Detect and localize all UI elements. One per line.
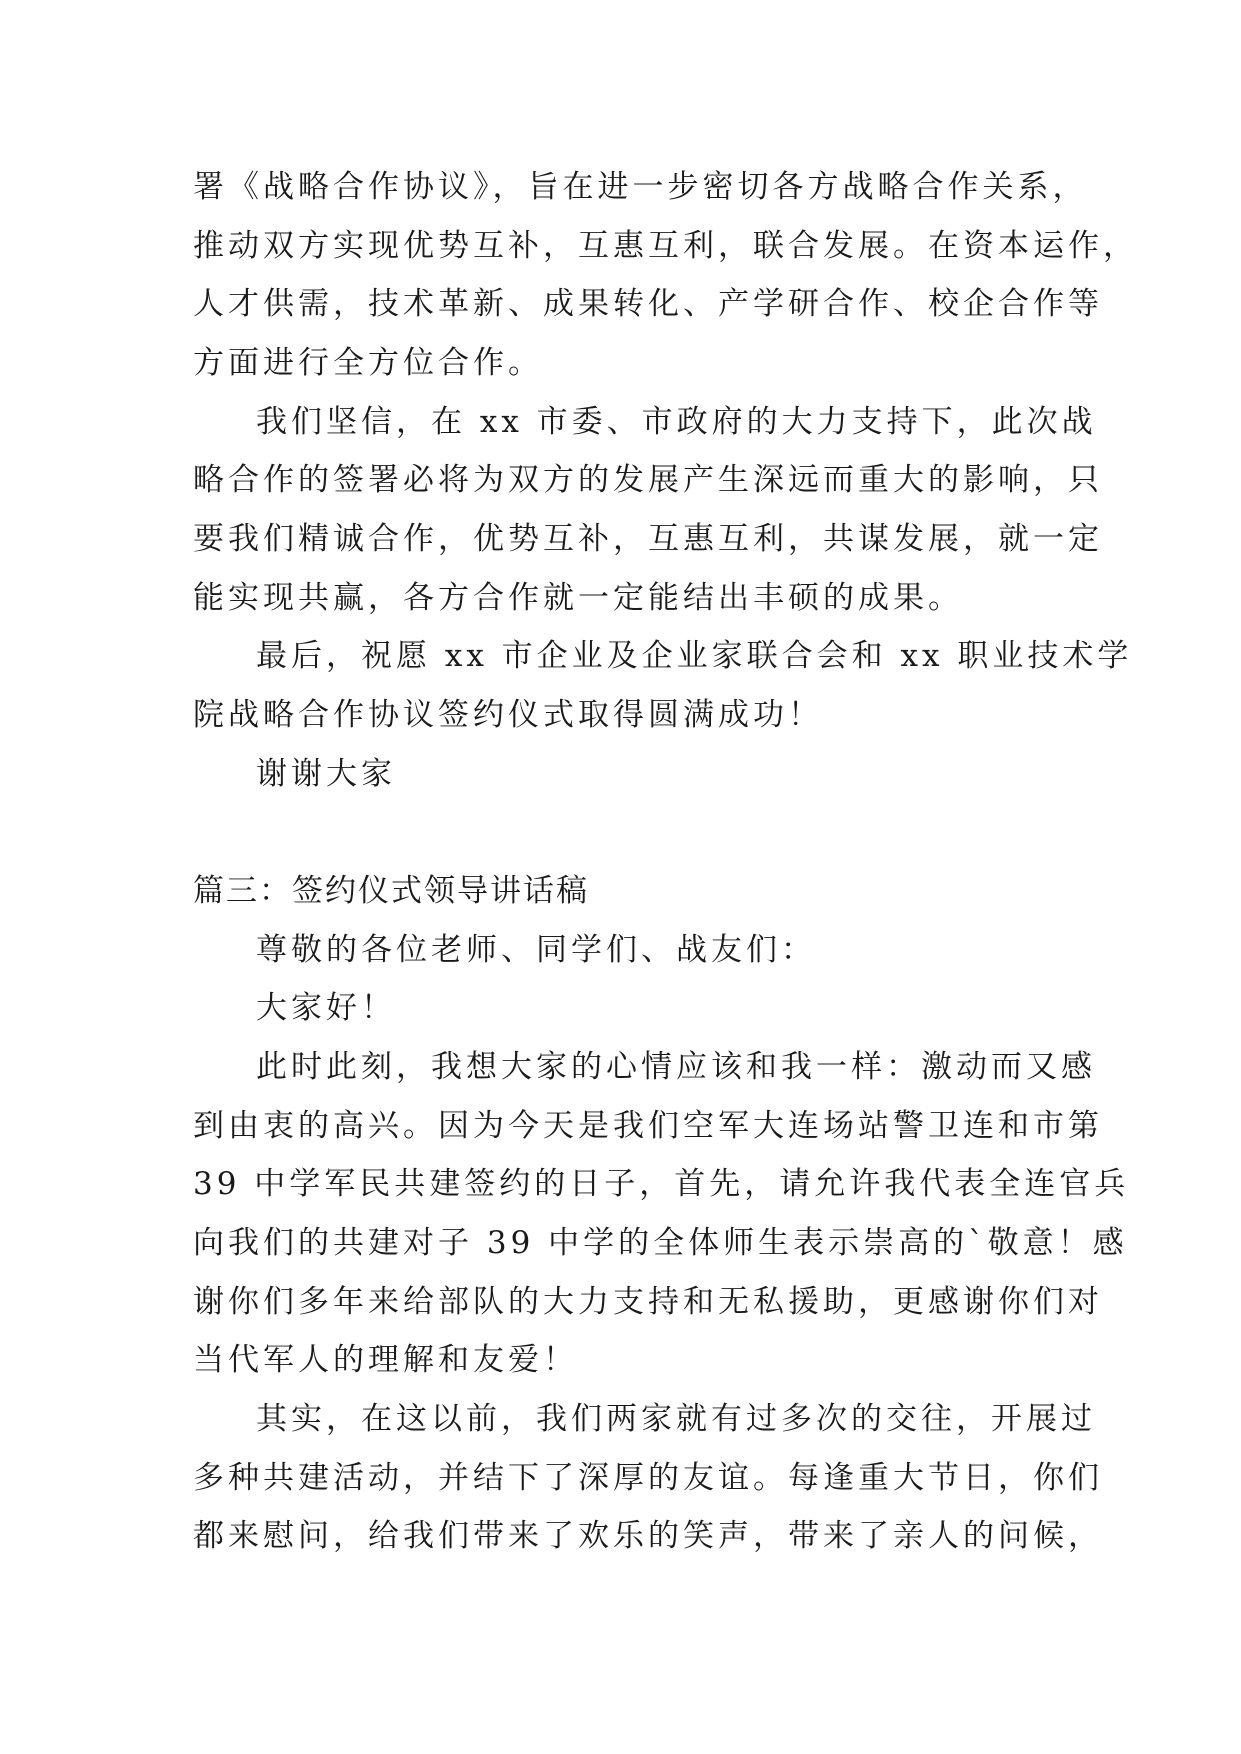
paragraph-line: 都来慰问，给我们带来了欢乐的笑声，带来了亲人的问候， — [193, 1518, 1103, 1554]
paragraph-line: 人才供需，技术革新、成果转化、产学研合作、校企合作等 — [193, 286, 1103, 322]
paragraph-line: 能实现共赢，各方合作就一定能结出丰硕的成果。 — [193, 580, 963, 616]
paragraph-line: 署《战略合作协议》，旨在进一步密切各方战略合作关系， — [193, 169, 1088, 205]
paragraph-line: 谢你们多年来给部队的大力支持和无私援助，更感谢你们对 — [193, 1284, 1103, 1320]
salutation: 尊敬的各位老师、同学们、战友们： — [256, 932, 816, 968]
section-heading: 篇三：签约仪式领导讲话稿 — [193, 873, 589, 909]
paragraph-line: 39 中学军民共建签约的日子，首先，请允许我代表全连官兵 — [193, 1166, 1130, 1202]
closing-line: 谢谢大家 — [256, 756, 396, 792]
paragraph-line: 我们坚信，在 xx 市委、市政府的大力支持下，此次战 — [256, 404, 1097, 440]
paragraph-line: 要我们精诚合作，优势互补，互惠互利，共谋发展，就一定 — [193, 521, 1103, 557]
paragraph-line: 略合作的签署必将为双方的发展产生深远而重大的影响，只 — [193, 462, 1103, 498]
paragraph-line: 到由衷的高兴。因为今天是我们空军大连场站警卫连和市第 — [193, 1108, 1103, 1144]
paragraph-line: 方面进行全方位合作。 — [193, 345, 543, 381]
paragraph-line: 最后，祝愿 xx 市企业及企业家联合会和 xx 职业技术学 — [256, 638, 1133, 674]
paragraph-line: 其实，在这以前，我们两家就有过多次的交往，开展过 — [256, 1401, 1096, 1437]
paragraph-line: 当代军人的理解和友爱！ — [193, 1342, 578, 1378]
paragraph-line: 向我们的共建对子 39 中学的全体师生表示崇高的`敬意！感 — [193, 1225, 1128, 1261]
paragraph-line: 推动双方实现优势互补，互惠互利，联合发展。在资本运作， — [193, 228, 1138, 264]
paragraph-line: 多种共建活动，并结下了深厚的友谊。每逢重大节日，你们 — [193, 1460, 1103, 1496]
paragraph-line: 院战略合作协议签约仪式取得圆满成功！ — [193, 697, 823, 733]
greeting: 大家好！ — [256, 990, 396, 1026]
paragraph-line: 此时此刻，我想大家的心情应该和我一样：激动而又感 — [256, 1049, 1096, 1085]
